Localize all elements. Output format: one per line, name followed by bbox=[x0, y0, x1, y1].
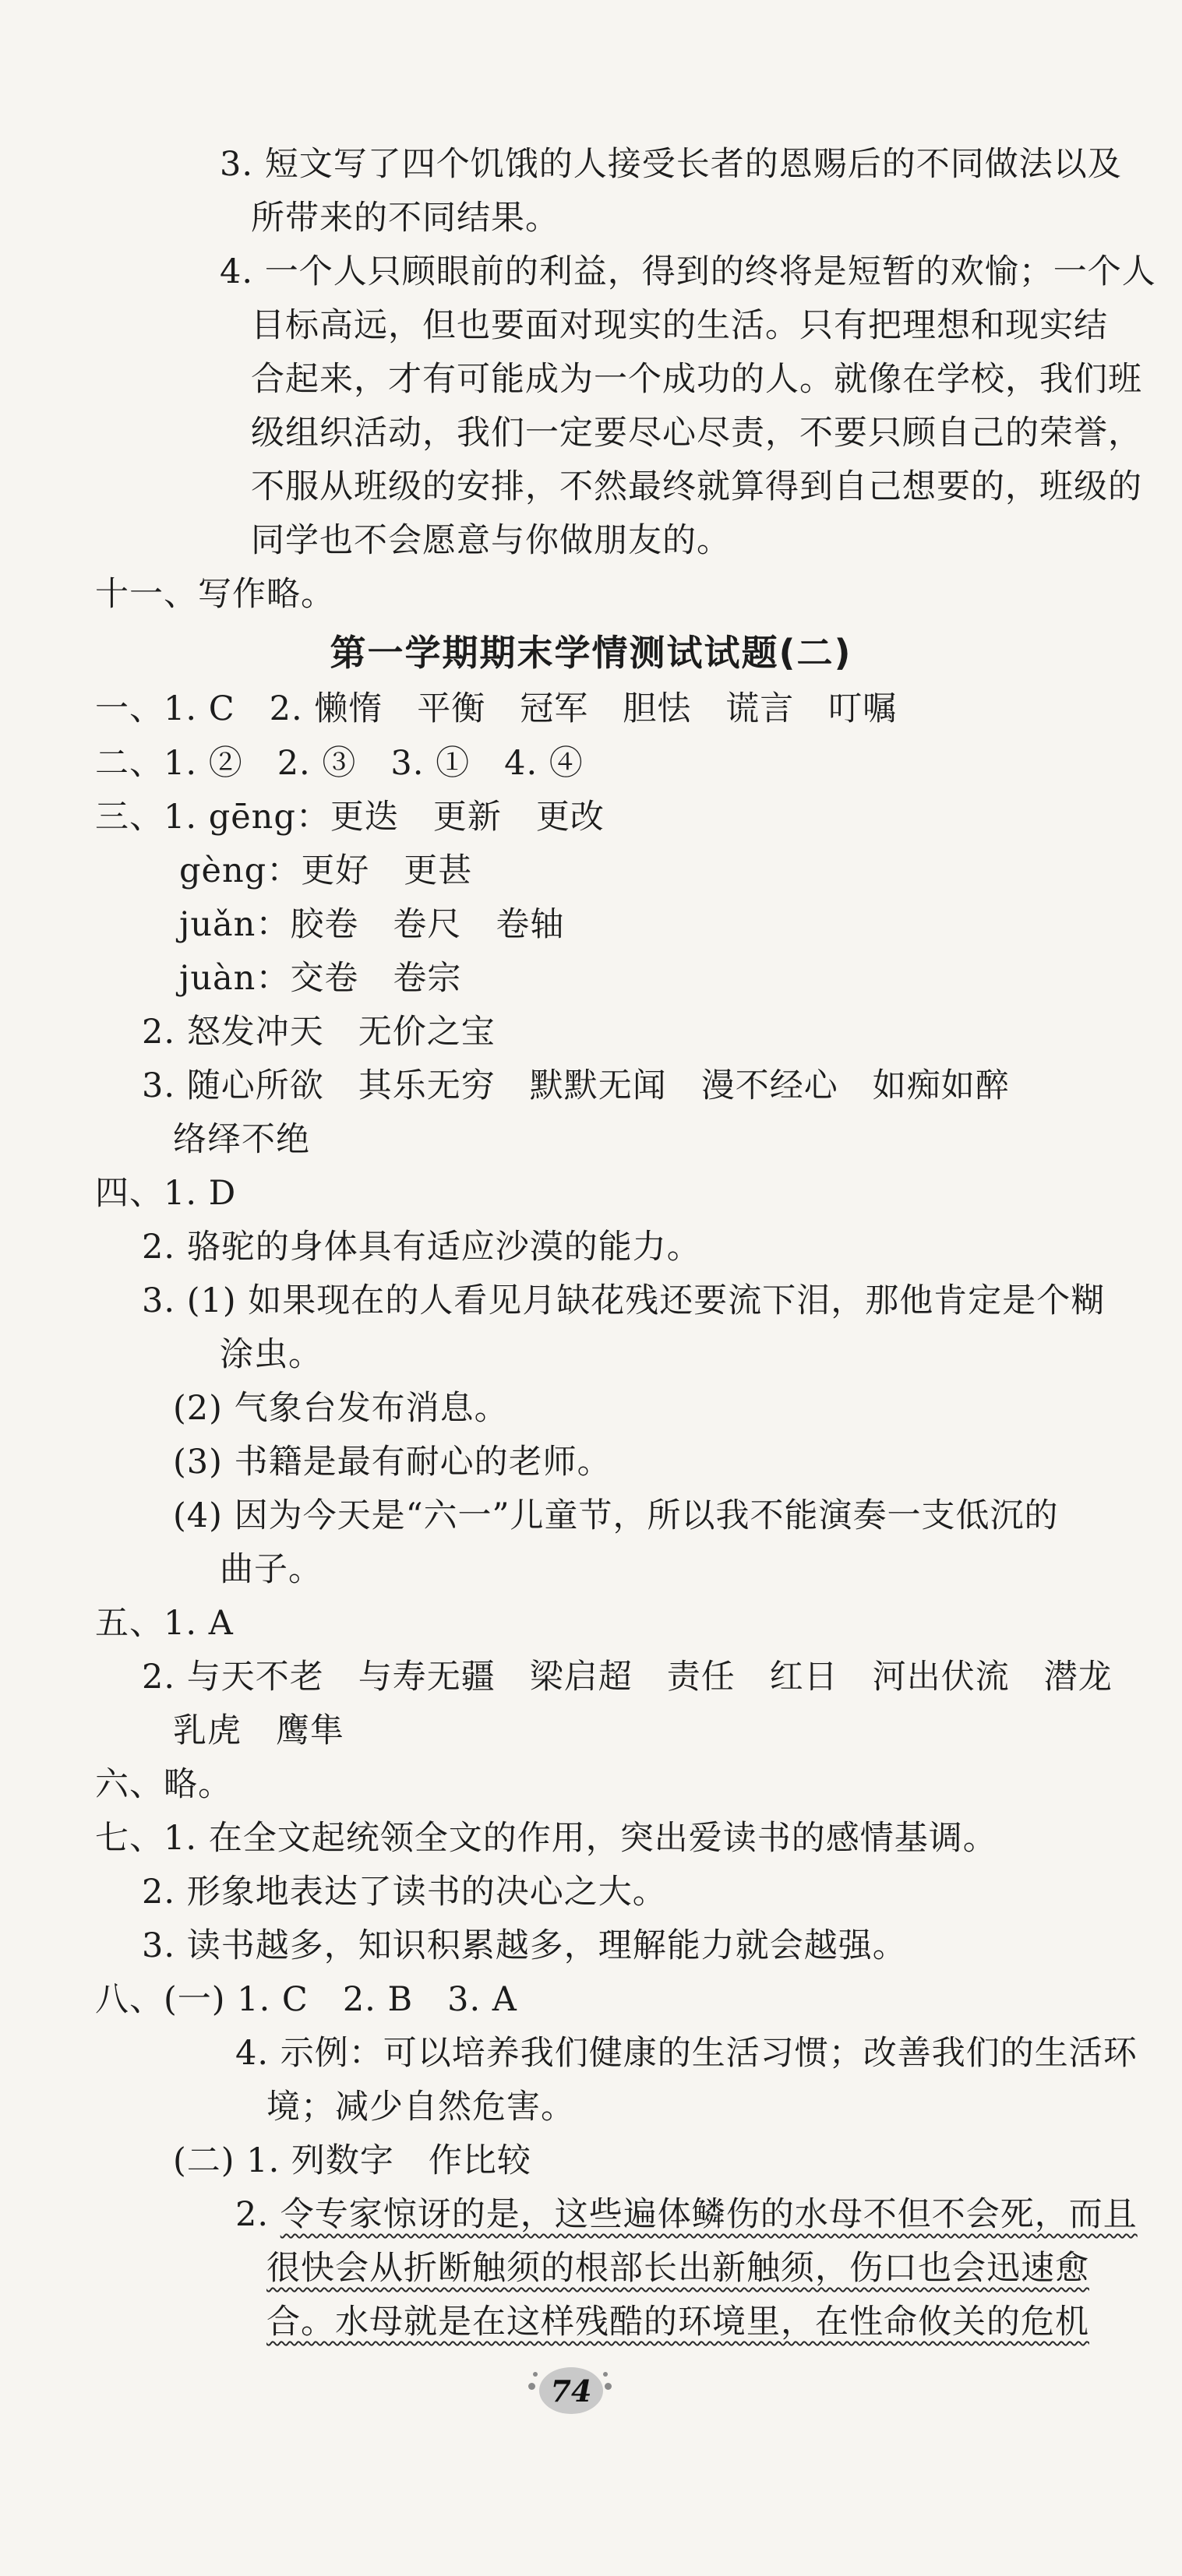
part-4-q1: 四、1. D bbox=[95, 1174, 237, 1213]
part-1-answers: 一、1. C 2. 懒惰 平衡 冠军 胆怯 谎言 叮嘱 bbox=[95, 689, 898, 728]
badge-dot bbox=[603, 2372, 608, 2377]
answer-3-line-2: 所带来的不同结果。 bbox=[251, 199, 559, 238]
part-4-q3-2: (2) 气象台发布消息。 bbox=[173, 1389, 509, 1428]
part-4-q3-3: (3) 书籍是最有耐心的老师。 bbox=[173, 1443, 612, 1482]
part-5-q2-line-1: 2. 与天不老 与寿无疆 梁启超 责任 红日 河出伏流 潜龙 bbox=[142, 1658, 1113, 1697]
part-3-gang: 三、1. gēng：更迭 更新 更改 bbox=[95, 798, 605, 837]
part-8-sub-2-q2-line-2 bbox=[266, 2247, 1089, 2290]
part-8-q4-line-1: 4. 示例：可以培养我们健康的生活习惯；改善我们的生活环 bbox=[235, 2034, 1138, 2073]
part-8-sub-2-q2-line-3 bbox=[266, 2300, 1089, 2344]
part-8-sub-2-q2-line-1 bbox=[235, 2193, 1138, 2236]
answer-4-line-1: 4. 一个人只顾眼前的利益，得到的终将是短暂的欢愉；一个人 bbox=[220, 252, 1156, 291]
part-8-q4-line-2: 境；减少自然危害。 bbox=[266, 2088, 575, 2127]
q2-number: 2. bbox=[235, 2195, 281, 2234]
part-8-sub-1: 八、(一) 1. C 2. B 3. A bbox=[95, 1980, 517, 2019]
part-7-q3: 3. 读书越多，知识积累越多，理解能力就会越强。 bbox=[142, 1926, 907, 1965]
part-3-juan4: juàn：交卷 卷宗 bbox=[179, 959, 462, 998]
wavy-underlined-text: 令专家惊讶的是，这些遍体鳞伤的水母不但不会死，而且 bbox=[280, 2195, 1138, 2234]
wavy-underlined-text: 合。水母就是在这样残酷的环境里，在性命攸关的危机 bbox=[266, 2303, 1089, 2342]
part-2-answers: 二、1. ② 2. ③ 3. ① 4. ④ bbox=[95, 744, 584, 783]
page-number: 74 bbox=[550, 2373, 592, 2409]
wavy-underlined-text: 很快会从折断触须的根部长出新触须，伤口也会迅速愈 bbox=[266, 2249, 1089, 2288]
part-4-q3-1-line-2: 涂虫。 bbox=[220, 1335, 323, 1374]
page-number-badge bbox=[528, 2364, 614, 2417]
part-3-q3-line-1: 3. 随心所欲 其乐无穷 默默无闻 漫不经心 如痴如醉 bbox=[142, 1066, 1010, 1105]
part-4-q3-4-line-1: (4) 因为今天是“六一”儿童节，所以我不能演奏一支低沉的 bbox=[173, 1496, 1059, 1535]
part-3-q2: 2. 怒发冲天 无价之宝 bbox=[142, 1013, 496, 1052]
part-3-juan3: juǎn：胶卷 卷尺 卷轴 bbox=[179, 905, 565, 944]
badge-dot bbox=[605, 2383, 612, 2390]
answer-4-line-5: 不服从班级的安排，不然最终就算得到自己想要的，班级的 bbox=[251, 467, 1142, 506]
part-7-q2: 2. 形象地表达了读书的决心之大。 bbox=[142, 1873, 667, 1912]
answer-4-line-2: 目标高远，但也要面对现实的生活。只有把理想和现实结 bbox=[251, 306, 1108, 345]
answer-4-line-4: 级组织活动，我们一定要尽心尽责，不要只顾自己的荣誉， bbox=[251, 414, 1142, 453]
badge-dot bbox=[533, 2372, 538, 2377]
answer-4-line-6: 同学也不会愿意与你做朋友的。 bbox=[251, 521, 731, 560]
answer-3-line-1: 3. 短文写了四个饥饿的人接受长者的恩赐后的不同做法以及 bbox=[220, 145, 1122, 184]
badge-dot bbox=[528, 2383, 535, 2390]
part-5-q2-line-2: 乳虎 鹰隼 bbox=[173, 1711, 344, 1750]
section-title: 第一学期期末学情测试试题(二) bbox=[330, 632, 852, 674]
section-11: 十一、写作略。 bbox=[95, 575, 335, 614]
part-4-q3-1-line-1: 3. (1) 如果现在的人看见月缺花残还要流下泪，那他肯定是个糊 bbox=[142, 1281, 1106, 1320]
part-6: 六、略。 bbox=[95, 1765, 232, 1804]
part-4-q2: 2. 骆驼的身体具有适应沙漠的能力。 bbox=[142, 1228, 701, 1267]
part-3-q3-line-2: 络绎不绝 bbox=[173, 1120, 310, 1159]
part-4-q3-4-line-2: 曲子。 bbox=[220, 1550, 323, 1589]
answer-4-line-3: 合起来，才有可能成为一个成功的人。就像在学校，我们班 bbox=[251, 360, 1142, 399]
part-3-geng: gèng：更好 更甚 bbox=[179, 851, 473, 890]
part-8-sub-2: (二) 1. 列数字 作比较 bbox=[173, 2141, 531, 2180]
part-7-q1: 七、1. 在全文起统领全文的作用，突出爱读书的感情基调。 bbox=[95, 1819, 997, 1858]
part-5-q1: 五、1. A bbox=[95, 1604, 234, 1643]
